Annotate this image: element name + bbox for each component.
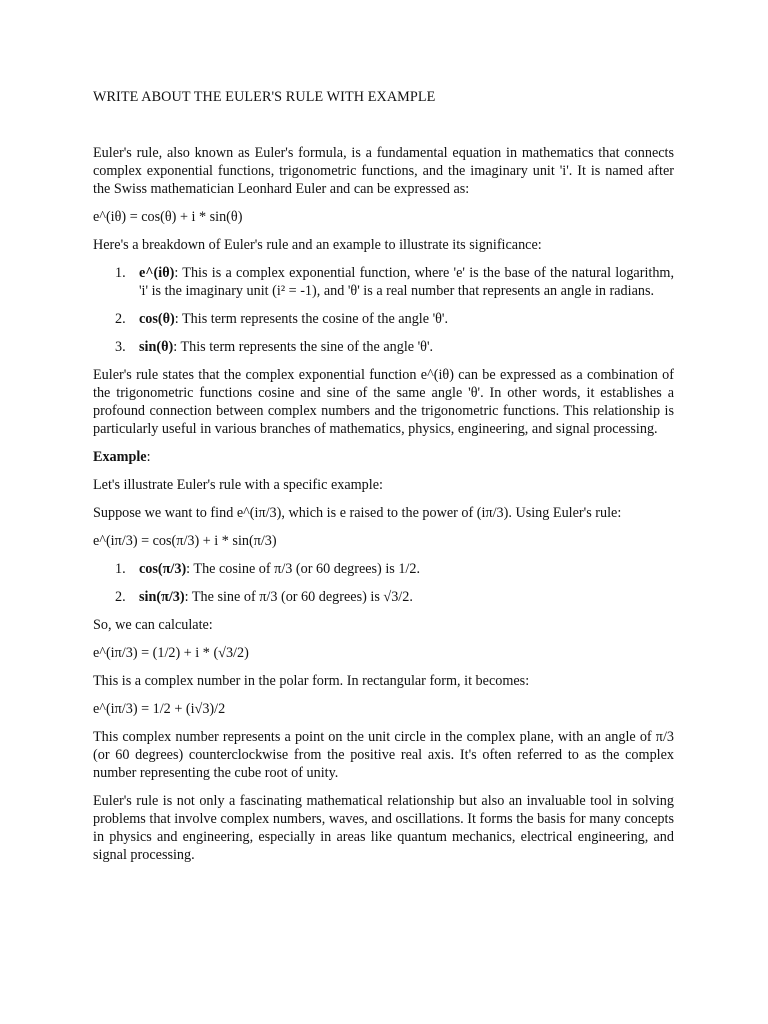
statement-paragraph: Euler's rule states that the complex exponential function e^(iθ) can be expressed as a combination of the trigonometric functions cosine and sine of the same angle 'θ'. In other words, it establishes a profound connection between complex numbers and the trigonometric functions. This relationship is particularly useful in various branches of mathematics, physics, engineering, and signal processing. (93, 367, 674, 437)
list-number: 3. (115, 339, 126, 355)
document-page (93, 88, 674, 874)
euler-formula: e^(iθ) = cos(θ) + i * sin(θ) (93, 209, 243, 225)
example-step-term: sin(π/3) (139, 589, 185, 605)
breakdown-text: : This term represents the cosine of the angle 'θ'. (174, 311, 449, 327)
example-step-term: cos(π/3) (139, 561, 187, 577)
breakdown-text: : This is a complex exponential function, where 'e' is the base of the natural logarithm, 'i' is the imaginary unit (i² = -1), and 'θ' is a real number that represents an angle in radians. (139, 265, 674, 299)
example-steps-list (93, 560, 674, 606)
example-step (93, 560, 674, 578)
list-number: 1. (115, 265, 126, 281)
example-heading-label: Example (93, 449, 147, 465)
example-step-text: : The cosine of π/3 (or 60 degrees) is 1/2. (186, 561, 421, 577)
intro-paragraph: Euler's rule, also known as Euler's formula, is a fundamental equation in mathematics that connects complex exponential functions, trigonometric functions, and the imaginary unit 'i'. It is named after the Swiss mathematician Leonhard Euler and can be expressed as: (93, 145, 674, 197)
list-number: 2. (115, 589, 126, 605)
rectangular-formula: e^(iπ/3) = 1/2 + (i√3)/2 (93, 701, 226, 717)
breakdown-item (93, 310, 674, 328)
example-step-text: : The sine of π/3 (or 60 degrees) is √3/2. (184, 589, 413, 605)
example-intro: Let's illustrate Euler's rule with a specific example: (93, 477, 383, 493)
example-formula: e^(iπ/3) = cos(π/3) + i * sin(π/3) (93, 533, 277, 549)
example-heading-colon: : (146, 449, 151, 465)
breakdown-term: cos(θ) (139, 311, 175, 327)
breakdown-text: : This term represents the sine of the angle 'θ'. (173, 339, 434, 355)
calculated-formula: e^(iπ/3) = (1/2) + i * (√3/2) (93, 645, 249, 661)
breakdown-list (93, 264, 674, 356)
example-heading (93, 448, 674, 466)
breakdown-intro: Here's a breakdown of Euler's rule and an example to illustrate its significance: (93, 237, 542, 253)
list-number: 2. (115, 311, 126, 327)
polar-form-text: This is a complex number in the polar form. In rectangular form, it becomes: (93, 673, 530, 689)
calc-intro: So, we can calculate: (93, 617, 213, 633)
breakdown-item (93, 264, 674, 300)
document-title: WRITE ABOUT THE EULER'S RULE WITH EXAMPLE (93, 89, 436, 105)
breakdown-term: e^(iθ) (139, 265, 175, 281)
breakdown-item (93, 338, 674, 356)
suppose-paragraph: Suppose we want to find e^(iπ/3), which is e raised to the power of (iπ/3). Using Euler's rule: (93, 505, 622, 521)
example-step (93, 588, 674, 606)
list-number: 1. (115, 561, 126, 577)
breakdown-term: sin(θ) (139, 339, 174, 355)
conclusion-paragraph: Euler's rule is not only a fascinating mathematical relationship but also an invaluable tool in solving problems that involve complex numbers, waves, and oscillations. It forms the basis for many concepts in physics and engineering, especially in areas like quantum mechanics, electrical engineering, and signal processing. (93, 793, 674, 863)
unit-circle-paragraph: This complex number represents a point on the unit circle in the complex plane, with an angle of π/3 (or 60 degrees) counterclockwise from the positive real axis. It's often referred to as the complex number representing the cube root of unity. (93, 729, 674, 781)
